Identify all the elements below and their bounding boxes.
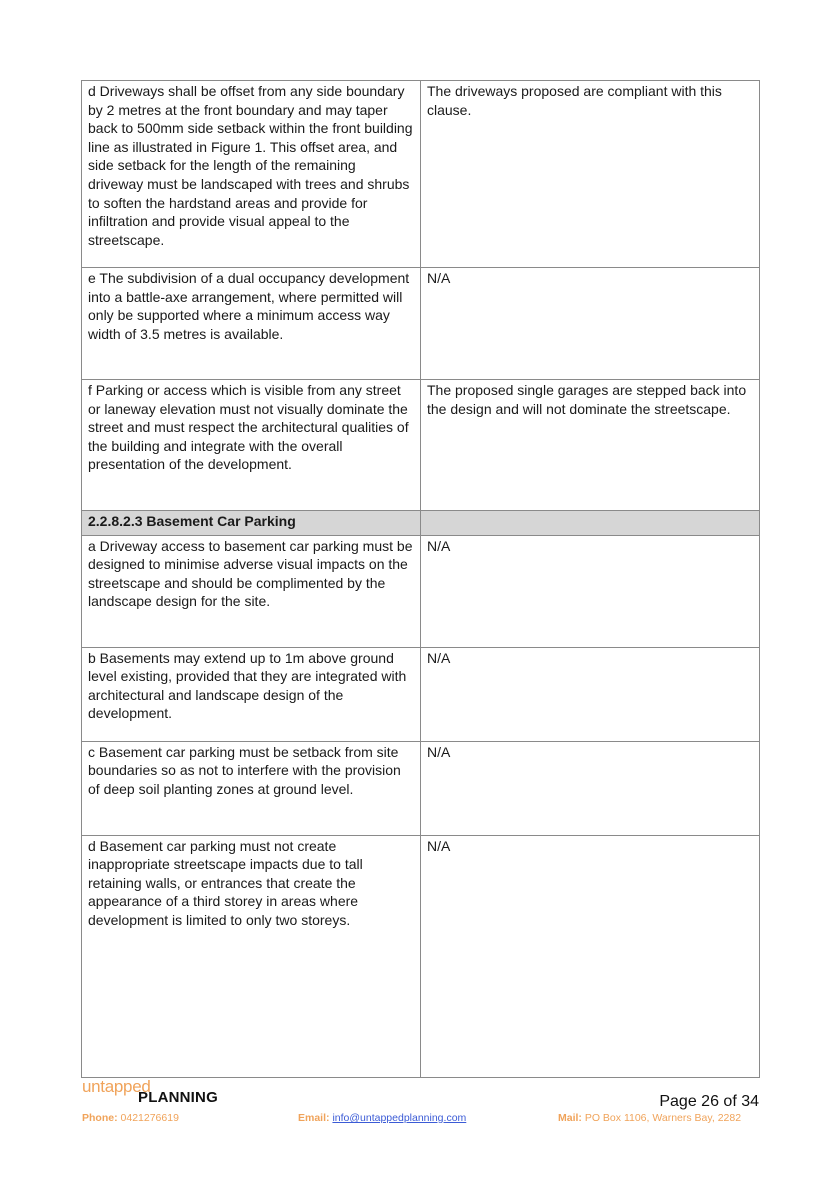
footer-email <box>298 1112 466 1124</box>
table-row <box>82 380 760 511</box>
requirement-cell: e The subdivision of a dual occupancy development into a battle-axe arrangement, where permitted will only be supported where a minimum access way width of 3.5 metres is available. <box>82 268 421 380</box>
response-cell: The proposed single garages are stepped back into the design and will not dominate the streetscape. <box>421 380 760 511</box>
requirement-cell: f Parking or access which is visible from any street or laneway elevation must not visually dominate the street and must respect the architectural qualities of the building and integrate with the overall presentation of the development. <box>82 380 421 511</box>
table-row <box>82 268 760 380</box>
mail-label: Mail: <box>558 1112 582 1124</box>
response-cell: N/A <box>421 835 760 1077</box>
phone-value: 0421276619 <box>120 1112 179 1124</box>
table-row <box>82 647 760 741</box>
response-cell: N/A <box>421 647 760 741</box>
section-header-row <box>82 511 760 536</box>
footer-mail <box>558 1112 741 1124</box>
requirement-cell: d Driveways shall be offset from any side boundary by 2 metres at the front boundary and may taper back to 500mm side setback within the front building line as illustrated in Figure 1. This offset area, and side setback for the length of the remaining driveway must be landscaped with trees and shrubs to soften the hardstand areas and provide for infiltration and provide visual appeal to the streetscape. <box>82 81 421 268</box>
requirement-cell: c Basement car parking must be setback from site boundaries so as not to interfere with the provision of deep soil planting zones at ground level. <box>82 741 421 835</box>
email-link[interactable]: info@untappedplanning.com <box>332 1112 467 1124</box>
footer-phone <box>82 1112 179 1124</box>
logo-untapped-text: untapped <box>82 1077 151 1096</box>
requirement-cell: a Driveway access to basement car parking must be designed to minimise adverse visual impacts on the streetscape and should be complimented by the landscape design for the site. <box>82 535 421 647</box>
response-cell: N/A <box>421 535 760 647</box>
page-number: Page 26 of 34 <box>659 1093 759 1110</box>
compliance-table <box>81 80 760 1078</box>
logo-planning-text: PLANNING <box>138 1089 218 1106</box>
response-cell: The driveways proposed are compliant with this clause. <box>421 81 760 268</box>
email-label: Email: <box>298 1112 330 1124</box>
table-row <box>82 741 760 835</box>
mail-value: PO Box 1106, Warners Bay, 2282 <box>584 1112 742 1124</box>
section-heading: 2.2.8.2.3 Basement Car Parking <box>82 511 421 536</box>
table-row <box>82 535 760 647</box>
requirement-cell: d Basement car parking must not create inappropriate streetscape impacts due to tall retaining walls, or entrances that create the appearance of a third storey in areas where development is limited to only two storeys. <box>82 835 421 1077</box>
requirement-cell: b Basements may extend up to 1m above ground level existing, provided that they are integrated with architectural and landscape design of the development. <box>82 647 421 741</box>
section-heading-empty-cell <box>421 511 760 536</box>
phone-label: Phone: <box>82 1112 118 1124</box>
response-cell: N/A <box>421 741 760 835</box>
company-logo <box>82 1077 232 1107</box>
table-row <box>82 835 760 1077</box>
response-cell: N/A <box>421 268 760 380</box>
table-row <box>82 81 760 268</box>
